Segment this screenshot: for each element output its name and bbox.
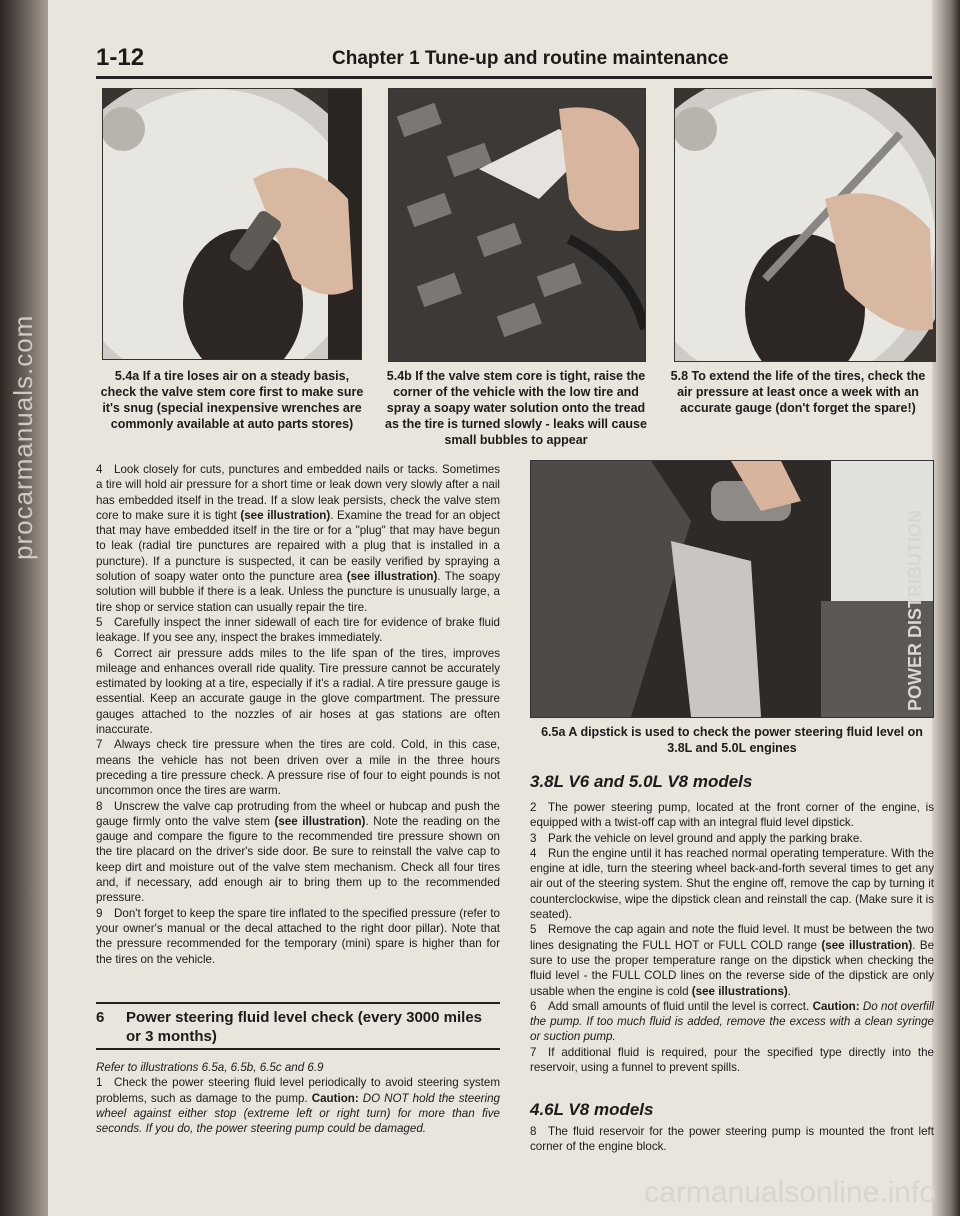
photo-power-steering-dipstick-art xyxy=(531,461,933,717)
right-paragraph-3: 3 Park the vehicle on level ground and apply the parking brake. xyxy=(530,831,863,845)
page-edge-shadow xyxy=(932,0,960,1216)
photo-tire-pressure-gauge xyxy=(674,88,936,362)
right-paragraph-2: 2 The power steering pump, located at the front corner of the engine, is equipped with a twist-off cap with an integral fluid level dipstick. xyxy=(530,801,934,830)
chapter-title: Chapter 1 Tune-up and routine maintenance xyxy=(332,48,729,69)
paragraph-4: 4 Look closely for cuts, punctures and embedded nails or tacks. Sometimes a tire will hold air pressure for a short time or leak down very slowly after a nail has embedded itself in the tread. If a slow leak persists, check the valve stem core to make sure it is tight (see illustration). Examine the tread for an object that may have embedded itself in the tire or for a "plug" that may have begun to leak (radial tire punctures are repaired with a plug that is installed in a puncture). If a puncture is suspected, it can be easily verified by spraying a solution of soapy water onto the puncture area (see illustration). The soapy solution will bubble if there is a leak. Unless the puncture is unusually large, a tire shop or service station can usually repair the tire. xyxy=(96,463,501,614)
paragraph-8: 8 Unscrew the valve cap protruding from the wheel or hubcap and push the gauge firmly onto the valve stem (see illustration). Note the reading on the gauge and compare the figure to the recommended tire pressure shown on the tire placard on the driver's side door. Be sure to reinstall the valve cap to keep dirt and moisture out of the valve stem mechanism. Check all four tires and, if necessary, add enough air to bring them up to the recommended pressure. xyxy=(96,799,501,905)
power-distribution-label: POWER DISTRIBUTION xyxy=(905,510,925,711)
photo-spraying-tread-art xyxy=(389,89,645,361)
right-paragraph-6: 6 Add small amounts of fluid until the level is correct. Caution: Do not overfill the pump. If too much fluid is added, remove the excess with a clean syringe or suction pump. xyxy=(530,999,934,1044)
right-column-text-4-6l xyxy=(530,1124,934,1155)
caption-6-5a: 6.5a A dipstick is used to check the power steering fluid level on 3.8L and 5.0L engines xyxy=(541,725,923,755)
paragraph-6: 6 Correct air pressure adds miles to the life span of the tires, improves mileage and enhances overall ride quality. Tire pressure cannot be accurately estimated by looking at a tire, especially if it's a radial. A tire pressure gauge is essential. Keep an accurate gauge in the glove compartment. The pressure gauges attached to the nozzles of air hoses at gas stations are often inaccurate. xyxy=(96,646,500,737)
photo-valve-stem-wrench xyxy=(102,88,362,360)
right-paragraph-8: 8 The fluid reservoir for the power steering pump is mounted the front left corner of the engine block. xyxy=(530,1125,934,1154)
caption-5-8: 5.8 To extend the life of the tires, check the air pressure at least once a week with an accurate gauge (don't forget the spare!) xyxy=(670,369,926,415)
heading-3-8l-5-0l: 3.8L V6 and 5.0L V8 models xyxy=(530,772,753,791)
paragraph-5: 5 Carefully inspect the inner sidewall of each tire for evidence of brake fluid leakage. If you see any, inspect the brakes immediately. xyxy=(96,615,500,645)
section-rule-bottom xyxy=(96,1048,500,1050)
caption-5-4a: 5.4a If a tire loses air on a steady basis, check the valve stem core first to make sure it's snug (special inexpensive wrenches are commonly available at auto parts stores) xyxy=(100,369,364,431)
bottom-watermark: carmanualsonline.info xyxy=(644,1176,936,1209)
section-6-heading: 6 Power steering fluid level check (every 3000 miles or 3 months) xyxy=(96,1009,483,1045)
page-number: 1-12 xyxy=(96,44,145,71)
paragraph-7: 7 Always check tire pressure when the tires are cold. Cold, in this case, means the vehicle has not been driven over a mile in the three hours preceding a tire pressure check. A pressure rise of four to eight pounds is not uncommon once the tires are warm. xyxy=(96,738,500,798)
book-binding-shadow xyxy=(0,0,48,1216)
right-paragraph-7: 7 If additional fluid is required, pour the specified type directly into the reservoir, using a funnel to prevent spills. xyxy=(530,1045,934,1075)
paragraph-9: 9 Don't forget to keep the spare tire inflated to the specified pressure (refer to your owner's manual or the decal attached to the right door pillar). Note that the pressure recommended for the temporary (mini) spare is higher than for the tires on the vehicle. xyxy=(96,906,500,966)
side-watermark: procarmanuals.com xyxy=(8,314,38,560)
paragraph-1: 1 Check the power steering fluid level periodically to avoid steering system problems, such as damage to the pump. Caution: DO NOT hold the steering wheel against either stop (extreme left or right turn) for more than five seconds. If you do, the power steering pump could be damaged. xyxy=(96,1076,500,1136)
photo-power-steering-dipstick xyxy=(530,460,934,718)
right-paragraph-5: 5 Remove the cap again and note the fluid level. It must be between the two lines designating the FULL HOT or FULL COLD range (see illustration). Be sure to use the proper temperature range on the dipstick when checking the fluid level - the FULL COLD lines on the reverse side of the dipstick are only usable when the engine is cold (see illustrations). xyxy=(530,923,935,998)
left-column-text xyxy=(96,462,500,967)
heading-4-6l: 4.6L V8 models xyxy=(530,1100,654,1119)
section-rule-top xyxy=(96,1002,500,1004)
photo-tire-pressure-gauge-art xyxy=(675,89,935,361)
left-column-section-6 xyxy=(96,1060,500,1136)
header-rule xyxy=(96,76,932,79)
right-column-text xyxy=(530,800,934,1075)
right-paragraph-4: 4 Run the engine until it has reached normal operating temperature. With the engine at idle, turn the steering wheel back-and-forth several times to get any air out of the steering system. Shut the engine off, remove the cap by turning it counterclockwise, wipe the dipstick clean and reinstall the cap. (Make sure it is seated). xyxy=(530,846,934,922)
photo-spraying-tread xyxy=(388,88,646,362)
photo-valve-stem-wrench-art xyxy=(103,89,361,359)
caption-5-4b: 5.4b If the valve stem core is tight, raise the corner of the vehicle with the low tire and spray a soapy water solution onto the tread as the tire is turned slowly - leaks will cause small bubbles to appear xyxy=(385,369,647,447)
page-header xyxy=(96,40,936,80)
refer-line: Refer to illustrations 6.5a, 6.5b, 6.5c and 6.9 xyxy=(96,1061,324,1074)
